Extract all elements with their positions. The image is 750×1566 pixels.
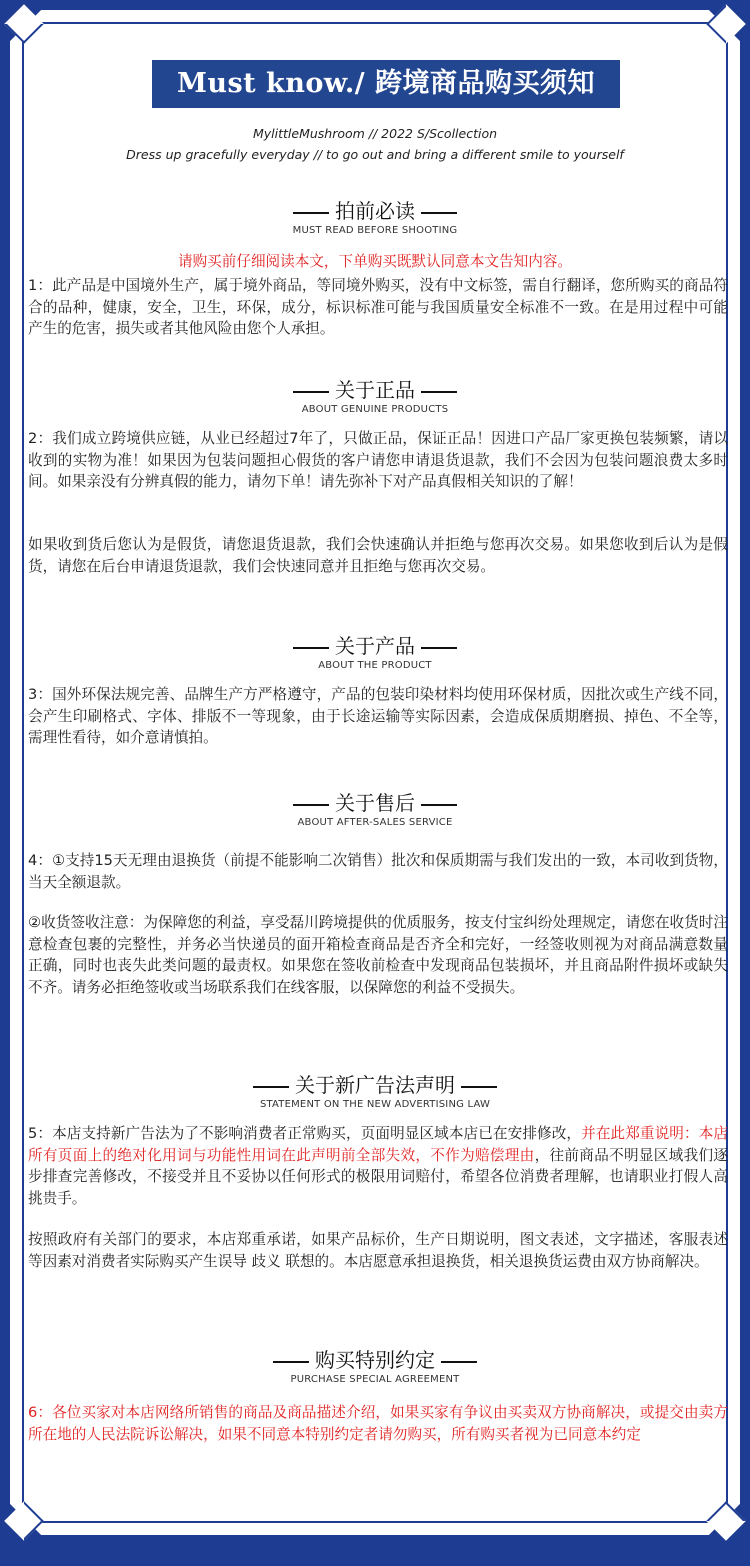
section-title-row (10, 1347, 740, 1373)
section-subtitle: ABOUT GENUINE PRODUCTS (301, 404, 449, 415)
section-header (10, 1072, 740, 1110)
para5-text: 5：本店支持新广告法为了不影响消费者正常购买，页面明显区域本店已在安排修改， (28, 1125, 582, 1142)
section-title: 拍前必读 (335, 199, 415, 223)
notice-text: 请购买前仔细阅读本文，下单购买既默认同意本文告知内容。 (177, 253, 573, 270)
paragraph: 1：此产品是中国境外生产，属于境外商品，等同境外购买，没有中文标签，需自行翻译，您所购买的商品符合的品种，健康，安全，卫生，环保，成分，标识标准可能与我国质量安全标准不一致。在是用过程中可能产生的危害，损失或者其他风险由您个人承担。 (28, 277, 728, 337)
section-header (10, 790, 740, 828)
paragraph (28, 1123, 728, 1209)
paragraph: 如果收到货后您认为是假货，请您退货退款，我们会快速确认并拒绝与您再次交易。如果您收到后认为是假货，请您在后台申请退货退款，我们会快速同意并且拒绝与您再次交易。 (28, 536, 728, 575)
page-frame (10, 10, 740, 1535)
inner-border (22, 22, 728, 1523)
para5-text: ，往前商品不明显区域我们逐步排查完善修改，不接受并且不妥协以任何形式的极限用词赔付，希望各位消费者理解，也请职业打假人高挑贵手。 (28, 1146, 728, 1207)
section-title-row (10, 633, 740, 659)
tagline-slogan: Dress up gracefully everyday // to go out and bring a different smile to yourself (126, 147, 624, 162)
section-subtitle: PURCHASE SPECIAL AGREEMENT (290, 1374, 460, 1385)
para5-red-text: 并在此郑重说明：本店所有页面上的绝对化用词与功能性用词在此声明前全部失效，不作为赔偿理由 (28, 1125, 728, 1164)
section-subtitle: MUST READ BEFORE SHOOTING (292, 225, 458, 236)
section-title: 关于售后 (335, 791, 415, 815)
section-header (10, 633, 740, 671)
section-title: 关于新广告法声明 (295, 1073, 455, 1097)
section-header (10, 198, 740, 236)
paragraph: 3：国外环保法规完善、品牌生产方严格遵守，产品的包装印染材料均使用环保材质，因批次或生产线不同，会产生印刷格式、字体、排版不一等现象，由于长途运输等实际因素，会造成保质期磨损、掉色、不全等，需理性看待，如介意请慎拍。 (28, 686, 728, 746)
section-title-row (10, 1072, 740, 1098)
section-header (10, 377, 740, 415)
section-title: 关于产品 (335, 634, 415, 658)
section-title-row (10, 198, 740, 224)
page-title: Must know./ 跨境商品购买须知 (152, 60, 620, 108)
section-header (10, 1347, 740, 1385)
section-title: 购买特别约定 (315, 1348, 435, 1372)
section-title-row (10, 377, 740, 403)
section-subtitle: ABOUT AFTER-SALES SERVICE (297, 817, 453, 828)
section-title-row (10, 790, 740, 816)
tagline-collection: MylittleMushroom // 2022 S/Scollection (252, 126, 498, 141)
paragraph: ②收货签收注意：为保障您的利益，享受磊川跨境提供的优质服务，按支付宝纠纷处理规定，请您在收货时注意检查包裹的完整性，并务必当快递员的面开箱检查商品是否齐全和完好，一经签收则视为对商品满意数量正确，同时也丧失此类问题的最责权。如果您在签收前检查中发现商品包装损坏，并且商品附件损坏或缺失不齐。请务必拒绝签收或当场联系我们在线客服，以保障您的利益不受损失。 (28, 914, 728, 996)
paragraph: 6：各位买家对本店网络所销售的商品及商品描述介绍，如果买家有争议由买卖双方协商解决，或提交由卖方所在地的人民法院诉讼解决，如果不同意本特别约定者请勿购买，所有购买者视为已同意本约定 (28, 1404, 728, 1443)
paragraph: 按照政府有关部门的要求，本店郑重承诺，如果产品标价，生产日期说明，图文表述，文字描述，客服表述等因素对消费者实际购买产生误导 歧义 联想的。本店愿意承担退换货，相关退换货运费由双方协商解决。 (28, 1231, 728, 1270)
paragraph: 2：我们成立跨境供应链，从业已经超过7年了，只做正品，保证正品！因进口产品厂家更换包装频繁，请以收到的实物为准！如果因为包装问题担心假货的客户请您申请退货退款，我们不会因为包装问题浪费太多时间。如果亲没有分辨真假的能力，请勿下单！请先弥补下对产品真假相关知识的了解！ (28, 430, 728, 490)
section-subtitle: STATEMENT ON THE NEW ADVERTISING LAW (259, 1099, 491, 1110)
section-title: 关于正品 (335, 378, 415, 402)
paragraph: 4：①支持15天无理由退换货（前提不能影响二次销售）批次和保质期需与我们发出的一致，本司收到货物，当天全额退款。 (28, 852, 728, 891)
section-subtitle: ABOUT THE PRODUCT (318, 660, 432, 671)
